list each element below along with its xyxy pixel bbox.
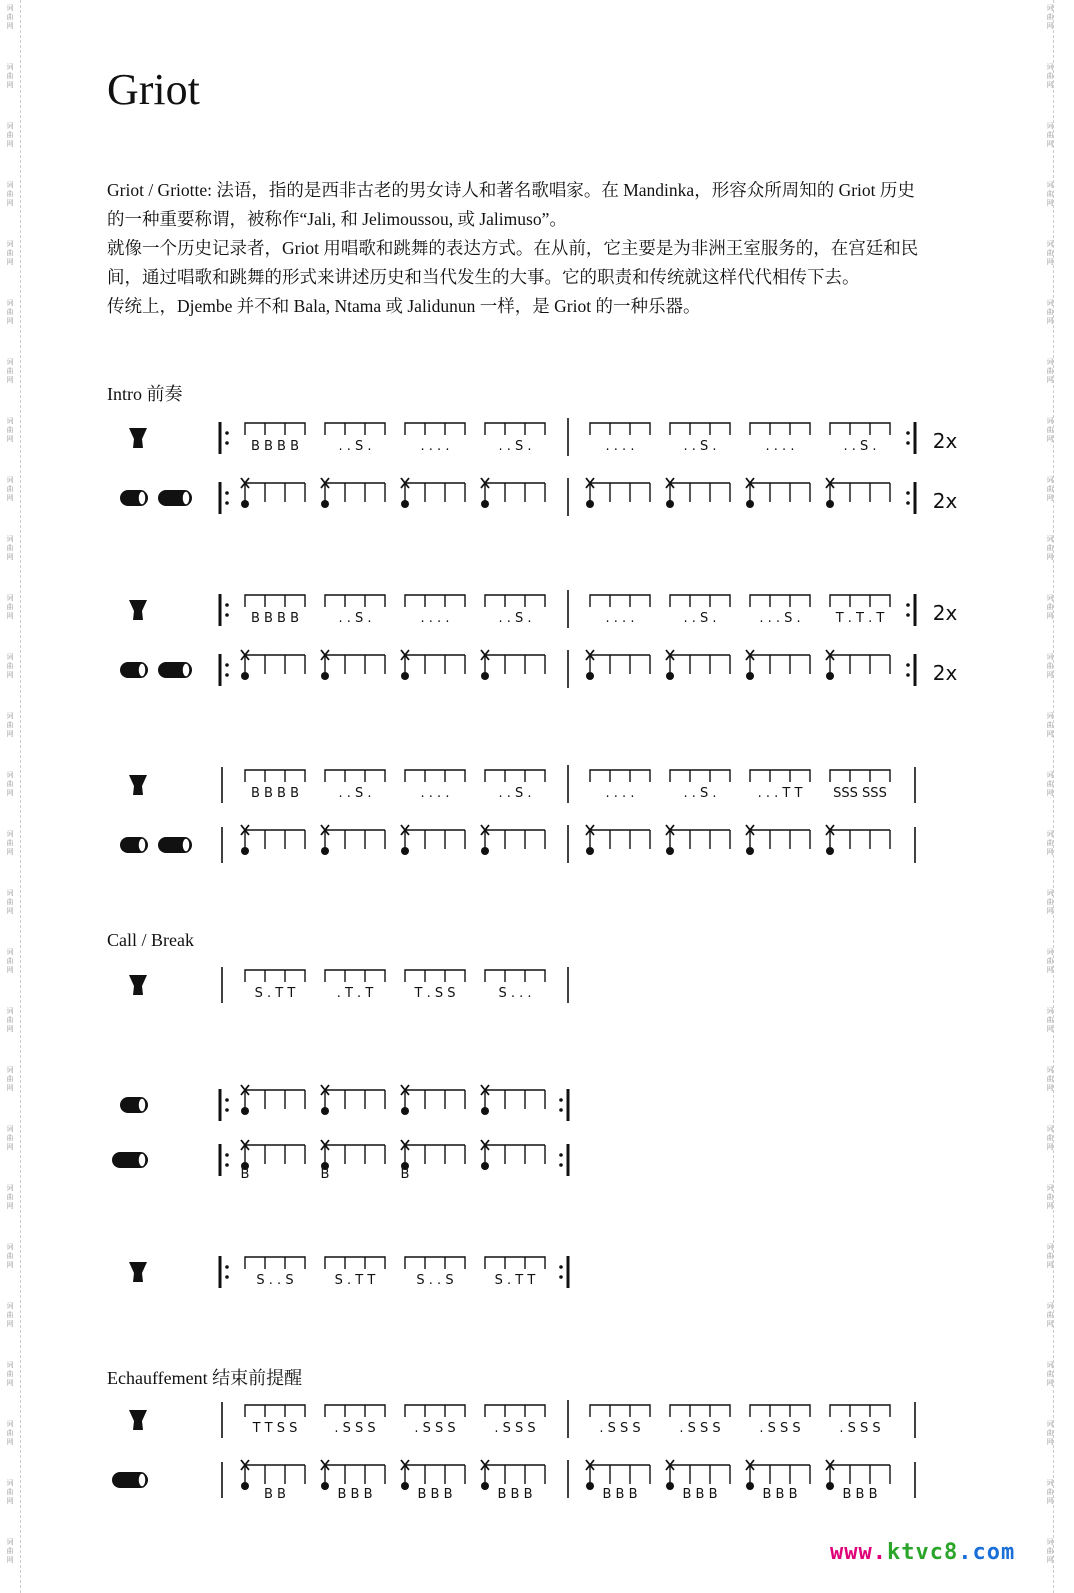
watermark-text: 词 曲 网 [6,476,14,502]
bass-note-dot [666,672,674,680]
note-beam [245,423,305,435]
note-beam [590,423,650,435]
bass-note-dot [321,1107,329,1115]
note-text: . . . . [420,439,450,454]
note-beam [830,595,890,607]
repeat-dot [906,501,910,505]
watermark-text: 词 曲 网 [1046,1420,1054,1446]
repeat-dot [225,1098,229,1102]
watermark-text: 词 曲 网 [6,358,14,384]
note-beam [325,770,385,782]
bass-note-dot [826,1482,834,1490]
note-beam [325,1405,385,1417]
watermark-text: 词 曲 网 [1046,63,1054,89]
watermark-text: 词 曲 网 [1046,1184,1054,1210]
section-label-call: Call / Break [107,930,194,950]
note-text: . T . T [336,986,374,1001]
note-beam [245,970,305,982]
note-beam [405,1405,465,1417]
watermark-text: 词 曲 网 [1046,181,1054,207]
watermark-text: 词 曲 网 [6,181,14,207]
watermark-text: 词 曲 网 [6,1361,14,1387]
note-beam [485,1405,545,1417]
note-text: . . S . [683,611,717,626]
note-text: . . S . [498,786,532,801]
repeat-dot [225,1265,229,1269]
note-text: . . S . [338,439,372,454]
repeat-dot [906,491,910,495]
repeat-dot [906,441,910,445]
note-beam [670,770,730,782]
watermark-text: 词 曲 网 [6,948,14,974]
note-beam [590,1405,650,1417]
watermark-text: 词 曲 网 [1046,653,1054,679]
watermark-text: 词 曲 网 [6,771,14,797]
note-text: B B B B [250,611,300,626]
watermark-text: 词 曲 网 [1046,358,1054,384]
page-title: Griot [107,65,200,114]
bass-note-dot [241,847,249,855]
note-text: T . S S [414,986,456,1001]
watermark-text: 词 曲 网 [6,1538,14,1564]
note-beam [750,770,810,782]
note-beam [485,595,545,607]
note-beam [670,1405,730,1417]
watermark-text: 词 曲 网 [6,240,14,266]
watermark-text: 词 曲 网 [6,417,14,443]
note-text: S . . . [498,986,532,1001]
note-text: . . . . [765,439,795,454]
bass-note-dot [241,1107,249,1115]
bass-note-dot [481,1107,489,1115]
watermark-text: 词 曲 网 [6,830,14,856]
djembe-icon [129,1410,147,1430]
note-beam [485,970,545,982]
dundun-head-icon [138,1473,146,1487]
watermark-text: 词 曲 网 [1046,771,1054,797]
bass-note-dot [241,672,249,680]
dundun-head-icon [138,838,146,852]
bass-letter: B B B [417,1487,453,1502]
note-text: . S S S [334,1421,376,1436]
note-text: S . . S [256,1273,294,1288]
bass-note-dot [746,847,754,855]
note-beam [750,595,810,607]
repeat-dot [225,663,229,667]
bass-letter: B B B [602,1487,638,1502]
repeat-dot [225,1153,229,1157]
note-beam [670,423,730,435]
note-beam [325,970,385,982]
repeat-dot [225,613,229,617]
watermark-text: 词 曲 网 [6,299,14,325]
note-beam [830,1405,890,1417]
note-text: T . T . T [835,611,885,626]
bass-note-dot [826,672,834,680]
note-text: . S S S [839,1421,881,1436]
bass-note-dot [826,847,834,855]
note-beam [325,1257,385,1269]
djembe-icon [129,600,147,620]
repeat-dot [559,1275,563,1279]
note-beam [485,1257,545,1269]
note-text: . S S S [679,1421,721,1436]
note-beam [245,595,305,607]
bass-note-dot [481,1482,489,1490]
bass-note-dot [666,1482,674,1490]
note-text: B B B B [250,786,300,801]
intro-paragraph: 传统上，Djembe 并不和 Bala, Ntama 或 Jalidunun 一样，是 Griot 的一种乐器。 [107,296,701,316]
bass-note-dot [321,1482,329,1490]
bass-note-dot [241,1482,249,1490]
bass-note-dot [826,500,834,508]
repeat-count: 2x [932,661,958,685]
note-text: SSS SSS [833,786,887,801]
bass-note-dot [586,500,594,508]
watermark-text: 词 曲 网 [6,1007,14,1033]
note-beam [405,770,465,782]
bass-letter: B B B [682,1487,718,1502]
intro-paragraph: 就像一个历史记录者，Griot 用唱歌和跳舞的表达方式。在从前，它主要是为非洲王室服务的，在宫廷和民间，通过唱歌和跳舞的形式来讲述历史和当代发生的大事。它的职责和传统就这样代代相传下去。 [107,238,919,287]
watermark-text: 词 曲 网 [1046,4,1054,30]
note-beam [245,770,305,782]
bass-note-dot [481,847,489,855]
bass-note-dot [321,672,329,680]
dundun-head-icon [138,663,146,677]
watermark-text: 词 曲 网 [6,122,14,148]
note-text: . S S S [759,1421,801,1436]
note-text: . . . . [605,786,635,801]
repeat-dot [225,673,229,677]
bass-letter: B B B [762,1487,798,1502]
watermark-text: 词 曲 网 [1046,417,1054,443]
dundun-head-icon [182,663,190,677]
bass-letter: B B B [842,1487,878,1502]
watermark-text: 词 曲 网 [6,653,14,679]
dundun-head-icon [138,1098,146,1112]
note-beam [830,423,890,435]
bass-note-dot [481,672,489,680]
note-beam [405,970,465,982]
repeat-dot [906,663,910,667]
note-beam [750,1405,810,1417]
watermark-text: 词 曲 网 [1046,594,1054,620]
bass-note-dot [481,500,489,508]
repeat-dot [225,1163,229,1167]
note-text: . . . . [420,786,450,801]
note-text: . . S . [843,439,877,454]
site-ktv: ktvc8 [886,1540,959,1565]
bass-note-dot [586,1482,594,1490]
note-beam [245,1257,305,1269]
note-beam [670,595,730,607]
note-text: . . S . [683,439,717,454]
watermark-text: 词 曲 网 [6,1420,14,1446]
bass-note-dot [746,1482,754,1490]
bass-letter: B B B [337,1487,373,1502]
note-text: . S S S [494,1421,536,1436]
note-beam [325,423,385,435]
note-beam [830,770,890,782]
repeat-dot [225,501,229,505]
watermark-text: 词 曲 网 [6,712,14,738]
note-text: . . S . [498,439,532,454]
djembe-icon [129,975,147,995]
repeat-dot [906,431,910,435]
repeat-dot [225,603,229,607]
watermark-text: 词 曲 网 [6,1302,14,1328]
watermark-text: 词 曲 网 [6,1243,14,1269]
bass-note-dot [481,1162,489,1170]
note-text: . S S S [414,1421,456,1436]
bass-letter: B [320,1167,330,1182]
bass-note-dot [401,1482,409,1490]
repeat-dot [559,1163,563,1167]
repeat-dot [906,603,910,607]
watermark-text: 词 曲 网 [1046,476,1054,502]
watermark-text: 词 曲 网 [1046,299,1054,325]
dundun-head-icon [138,1153,146,1167]
dundun-head-icon [138,491,146,505]
note-beam [405,423,465,435]
bass-note-dot [666,500,674,508]
note-text: . . . S . [759,611,801,626]
note-text: . S S S [599,1421,641,1436]
dundun-head-icon [182,838,190,852]
bass-letter: B [240,1167,250,1182]
intro-paragraph: Griot / Griotte: 法语，指的是西非古老的男女诗人和著名歌唱家。在 Mandinka，形容众所周知的 Griot 历史的一种重要称谓，被称作“Jali, 和 Jelimoussou, 或 Jalimuso”。 [107,180,915,229]
note-beam [325,595,385,607]
watermark-text: 词 曲 网 [1046,1302,1054,1328]
section-label-intro: Intro 前奏 [107,384,183,404]
note-text: . . S . [498,611,532,626]
note-beam [590,770,650,782]
watermark-text: 词 曲 网 [6,4,14,30]
bass-letter: B [400,1167,410,1182]
note-text: T T S S [252,1421,298,1436]
watermark-text: 词 曲 网 [1046,535,1054,561]
bass-note-dot [401,847,409,855]
bass-note-dot [321,500,329,508]
watermark-text: 词 曲 网 [1046,1243,1054,1269]
watermark-text: 词 曲 网 [1046,1361,1054,1387]
repeat-dot [225,431,229,435]
watermark-text: 词 曲 网 [1046,830,1054,856]
note-text: . . S . [683,786,717,801]
watermark-text: 词 曲 网 [1046,712,1054,738]
repeat-dot [559,1108,563,1112]
note-beam [405,595,465,607]
repeat-dot [559,1098,563,1102]
repeat-dot [225,491,229,495]
note-beam [485,423,545,435]
watermark-text: 词 曲 网 [6,889,14,915]
bass-note-dot [401,1107,409,1115]
watermark-text: 词 曲 网 [1046,948,1054,974]
repeat-dot [906,673,910,677]
repeat-count: 2x [932,429,958,453]
note-text: S . T T [494,1273,536,1288]
watermark-text: 词 曲 网 [6,63,14,89]
bass-letter: B B [264,1487,286,1502]
repeat-count: 2x [932,489,958,513]
watermark-text: 词 曲 网 [6,1066,14,1092]
repeat-dot [225,1275,229,1279]
section-label-echauffement: Echauffement 结束前提醒 [107,1368,303,1388]
site-www: www. [830,1540,887,1565]
watermark-text: 词 曲 网 [1046,240,1054,266]
repeat-count: 2x [932,601,958,625]
watermark-text: 词 曲 网 [1046,122,1054,148]
watermark-text: 词 曲 网 [6,594,14,620]
bass-note-dot [586,672,594,680]
note-text: . . . . [605,439,635,454]
bass-note-dot [321,847,329,855]
note-beam [485,770,545,782]
bass-note-dot [666,847,674,855]
note-text: . . . . [420,611,450,626]
site-com: .com [958,1540,1016,1565]
note-text: B B B B [250,439,300,454]
djembe-icon [129,775,147,795]
watermark-text: 词 曲 网 [6,1125,14,1151]
djembe-icon [129,1262,147,1282]
watermark-text: 词 曲 网 [6,535,14,561]
bass-note-dot [241,500,249,508]
note-beam [590,595,650,607]
site-watermark [830,1540,1015,1565]
note-text: . . . . [605,611,635,626]
note-beam [245,1405,305,1417]
dundun-head-icon [182,491,190,505]
watermark-text: 词 曲 网 [6,1479,14,1505]
bass-note-dot [401,500,409,508]
note-text: . . S . [338,786,372,801]
note-text: S . T T [334,1273,376,1288]
watermark-text: 词 曲 网 [6,1184,14,1210]
watermark-text: 词 曲 网 [1046,1479,1054,1505]
note-text: . . . T T [757,786,803,801]
repeat-dot [906,613,910,617]
note-text: S . T T [254,986,296,1001]
repeat-dot [559,1265,563,1269]
repeat-dot [225,441,229,445]
watermark-text: 词 曲 网 [1046,1007,1054,1033]
note-beam [405,1257,465,1269]
bass-note-dot [746,672,754,680]
watermark-text: 词 曲 网 [1046,1125,1054,1151]
bass-letter: B B B [497,1487,533,1502]
bass-note-dot [746,500,754,508]
djembe-icon [129,428,147,448]
bass-note-dot [586,847,594,855]
note-text: . . S . [338,611,372,626]
watermark-text: 词 曲 网 [1046,889,1054,915]
repeat-dot [559,1153,563,1157]
repeat-dot [225,1108,229,1112]
watermark-text: 词 曲 网 [1046,1066,1054,1092]
note-beam [750,423,810,435]
note-text: S . . S [416,1273,454,1288]
watermark-text: 词 曲 网 [1046,1538,1054,1564]
bass-note-dot [401,672,409,680]
